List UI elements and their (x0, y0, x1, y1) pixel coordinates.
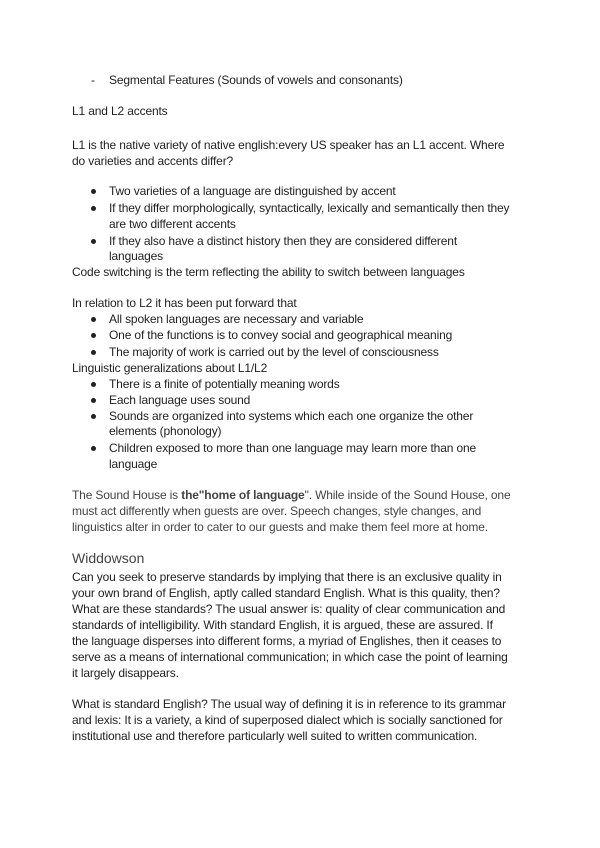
varieties-bullet-2: If they differ morphologically, syntactically, lexically and semantically then they (109, 201, 510, 215)
bullet-dot (91, 446, 96, 451)
varieties-bullet-3-cont: languages (109, 249, 164, 263)
accents-heading: L1 and L2 accents (72, 104, 168, 118)
widdowson-p1-line: serve as a means of international communication; in which case the point of learning (72, 650, 508, 664)
widdowson-heading: Widdowson (72, 550, 145, 566)
bullet-dot (91, 382, 96, 387)
sound-house-line-1: The Sound House is the"home of language". While inside of the Sound House, one (72, 488, 511, 502)
bullet-dot (91, 317, 96, 322)
widdowson-p1-line: What are these standards? The usual answer is: quality of clear communication and (72, 602, 506, 616)
intro-line-2: do varieties and accents differ? (72, 154, 234, 168)
generalization-bullet-3: Sounds are organized into systems which each one organize the other (109, 409, 474, 423)
code-switching-line: Code switching is the term reflecting the ability to switch between languages (72, 265, 465, 279)
widdowson-p2-line: institutional use and therefore particularly well suited to written communication. (72, 729, 478, 743)
segmental-item: Segmental Features (Sounds of vowels and consonants) (109, 73, 403, 87)
bullet-dot (91, 239, 96, 244)
l2-bullet-3: The majority of work is carried out by the level of consciousness (109, 345, 439, 359)
widdowson-p2-line: What is standard English? The usual way of defining it is in reference to its grammar (72, 697, 506, 711)
varieties-bullet-2-cont: are two different accents (109, 217, 236, 231)
widdowson-p2-line: and lexis: It is a variety, a kind of superposed dialect which is socially sanctioned for (72, 713, 503, 727)
bullet-dot (91, 333, 96, 338)
generalization-bullet-1: There is a finite of potentially meaning words (109, 377, 340, 391)
varieties-bullet-3: If they also have a distinct history then they are considered different (109, 234, 458, 248)
generalization-bullet-3-cont: elements (phonology) (109, 424, 222, 438)
generalization-bullet-2: Each language uses sound (109, 393, 251, 407)
home-of-language-emphasis: the"home of language (181, 488, 305, 502)
l2-intro: In relation to L2 it has been put forward that (72, 296, 297, 310)
l2-bullet-2: One of the functions is to convey social and geographical meaning (109, 328, 453, 342)
bullet-dot (91, 206, 96, 211)
generalization-bullet-4-cont: language (109, 457, 158, 471)
generalizations-intro: Linguistic generalizations about L1/L2 (72, 361, 268, 375)
dash-marker: - (91, 73, 95, 87)
widdowson-p1-line: it largely disappears. (72, 666, 179, 680)
intro-line-1: L1 is the native variety of native english:every US speaker has an L1 accent. Where (72, 138, 505, 152)
sound-house-line-2: must act differently when guests are over. Speech changes, style changes, and (72, 504, 482, 518)
bullet-dot (91, 414, 96, 419)
sound-house-line-3: linguistics alter in order to cater to our guests and make them feel more at home. (72, 520, 488, 534)
bullet-dot (91, 398, 96, 403)
varieties-bullet-1: Two varieties of a language are distinguished by accent (109, 184, 396, 198)
bullet-dot (91, 189, 96, 194)
widdowson-p1-line: Can you seek to preserve standards by implying that there is an exclusive quality in (72, 570, 502, 584)
bullet-dot (91, 350, 96, 355)
l2-bullet-1: All spoken languages are necessary and variable (109, 312, 364, 326)
widdowson-p1-line: your own brand of English, aptly called standard English. What is this quality, then? (72, 586, 500, 600)
widdowson-p1-line: the language disperses into different forms, a myriad of Englishes, then it ceases to (72, 634, 502, 648)
widdowson-p1-line: standards of intelligibility. With standard English, it is argued, these are assured. If (72, 618, 493, 632)
generalization-bullet-4: Children exposed to more than one language may learn more than one (109, 441, 477, 455)
